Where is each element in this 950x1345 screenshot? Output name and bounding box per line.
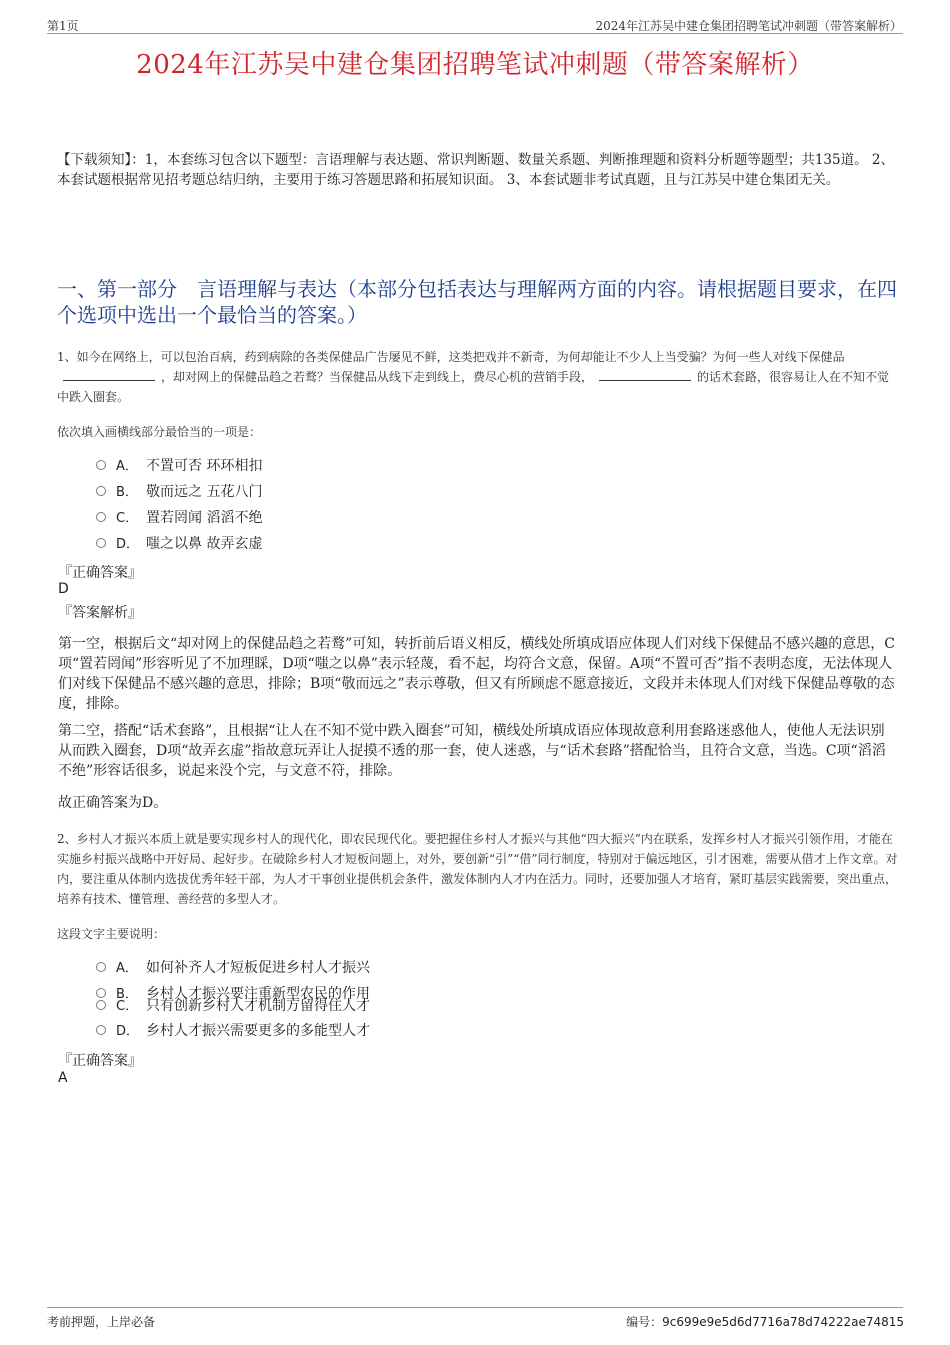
fill-blank xyxy=(599,368,691,381)
header-doc-title: 2024年江苏吴中建仓集团招聘笔试冲刺题（带答案解析） xyxy=(595,19,902,33)
q1-analysis-conclusion: 故正确答案为D。 xyxy=(58,795,168,811)
page-number: 第1页 xyxy=(47,19,79,33)
section-heading: 一、第一部分 言语理解与表达（本部分包括表达与理解两方面的内容。请根据题目要求，在四个选项中选出一个最恰当的答案。） xyxy=(57,277,897,327)
radio-icon[interactable] xyxy=(96,538,106,548)
q2-option-c[interactable]: C． 只有创新乡村人才机制方留得住人才 xyxy=(96,996,370,1016)
footer-divider xyxy=(47,1307,903,1308)
question-2-prompt: 这段文字主要说明： xyxy=(57,927,166,941)
footer-slogan: 考前押题，上岸必备 xyxy=(47,1315,156,1329)
question-2-text: 2、乡村人才振兴本质上就是要实现乡村人的现代化，即农民现代化。要把握住乡村人才振兴与其他“四大振兴”内在联系，发挥乡村人才振兴引领作用，才能在实施乡村振兴战略中开好局、起好步。在破除乡村人才短板问题上，对外，要创新“引”“借”同行制度，特别对于偏远地区，引才困难，需要从借才上作文章。对内，要注重从体制内选拔优秀年轻干部，为人才干事创业提供机会条件，激发体制内人才内在活力。同时，还要加强人才培育，紧盯基层实践需要，突出重点，培养有技术、懂管理、善经营的多型人才。 xyxy=(57,832,898,906)
q2-option-d[interactable]: D． 乡村人才振兴需要更多的多能型人才 xyxy=(96,1021,370,1041)
footer-code: 编号：9c699e9e5d6d7716a78d74222ae74815 xyxy=(626,1315,904,1329)
q1-option-d[interactable]: D． 嗤之以鼻 故弄玄虚 xyxy=(96,534,262,554)
q1-analysis-paragraph: 第一空，根据后文“却对网上的保健品趋之若鹜”可知，转折前后语义相反，横线处所填成语应体现人们对线下保健品不感兴趣的意思，C项“置若罔闻”形容听见了不加理睬，D项“嗤之以鼻”表示轻蔑，看不起，均符合文意，保留。A项“不置可否”指不表明态度，无法体现人们对线下保健品不感兴趣的意思，排除；B项“敬而远之”表示尊敬，但又有所顾虑不愿意接近，文段并未体现人们对线下保健品尊敬的态度，排除。 xyxy=(58,636,896,712)
radio-icon[interactable] xyxy=(96,1025,106,1035)
q2-option-a[interactable]: A． 如何补齐人才短板促进乡村人才振兴 xyxy=(96,958,370,978)
radio-icon[interactable] xyxy=(96,512,106,522)
q1-analysis-paragraph: 第二空，搭配“话术套路”，且根据“让人在不知不觉中跌入圈套”可知，横线处所填成语应体现故意利用套路迷惑他人，使他人无法识别从而跌入圈套，D项“故弄玄虚”指故意玩弄让人捉摸不透的那一套，使人迷惑，与“话术套路”搭配恰当，且符合文意，当选。C项“滔滔不绝”形容话很多，说起来没个完，与文意不符，排除。 xyxy=(58,723,886,779)
download-notice: 【下载须知】：1，本套练习包含以下题型：言语理解与表达题、常识判断题、数量关系题、判断推理题和资料分析题等题型；共135道。 2、本套试题根据常见招考题总结归纳，主要用于练习答题思路和拓展知识面。 3、本套试题非考试真题，且与江苏吴中建仓集团无关。 xyxy=(57,152,894,188)
q2-answer: A xyxy=(58,1070,68,1086)
q2-option-b[interactable]: B． 乡村人才振兴要注重新型农民的作用 xyxy=(96,984,370,1004)
fill-blank xyxy=(63,368,155,381)
q1-answer: D xyxy=(58,581,69,597)
q2-answer-label: 『正确答案』 xyxy=(58,1053,142,1069)
page-title: 2024年江苏吴中建仓集团招聘笔试冲刺题（带答案解析） xyxy=(136,50,814,80)
header-divider xyxy=(47,33,903,34)
q1-option-c[interactable]: C． 置若罔闻 滔滔不绝 xyxy=(96,508,262,528)
radio-icon[interactable] xyxy=(96,1000,106,1010)
q1-option-b[interactable]: B． 敬而远之 五花八门 xyxy=(96,482,262,502)
radio-icon[interactable] xyxy=(96,460,106,470)
radio-icon[interactable] xyxy=(96,486,106,496)
q1-analysis-label: 『答案解析』 xyxy=(58,605,142,621)
q1-answer-label: 『正确答案』 xyxy=(58,565,142,581)
question-1-prompt: 依次填入画横线部分最恰当的一项是： xyxy=(57,425,262,439)
radio-icon[interactable] xyxy=(96,962,106,972)
question-1-text: 1、如今在网络上，可以包治百病，药到病除的各类保健品广告屡见不鲜，这类把戏并不新奇，为何却能让不少人上当受骗？为何一些人对线下保健品，却对网上的保健品趋之若鹜？当保健品从线下走到线上，费尽心机的营销手段， 的话术套路，很容易让人在不知不觉中跌入圈套。 xyxy=(57,350,890,404)
q1-option-a[interactable]: A． 不置可否 环环相扣 xyxy=(96,456,262,476)
